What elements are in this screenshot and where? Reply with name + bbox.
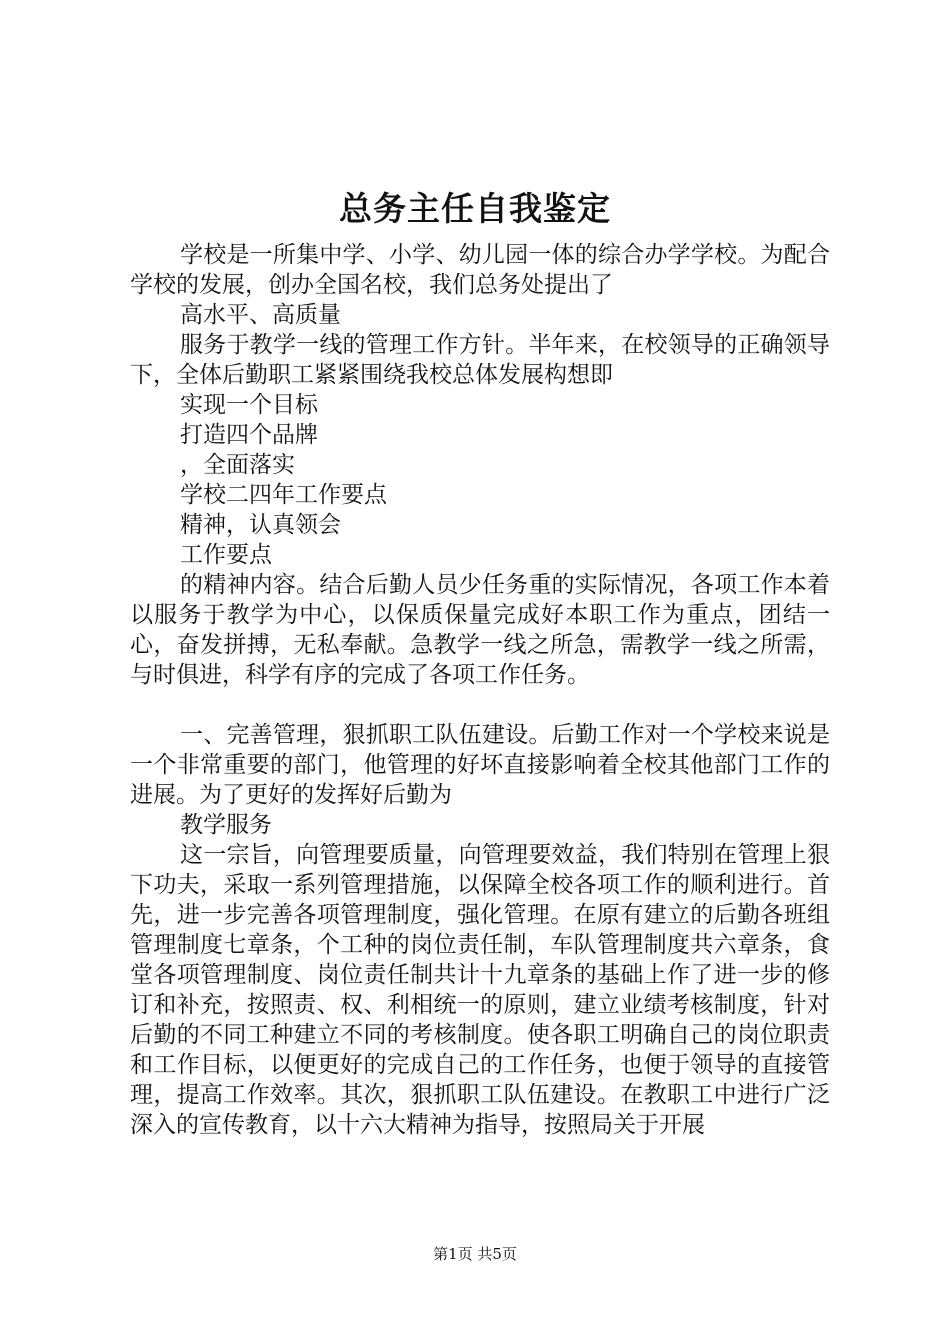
page-number-footer: 第1页 共5页 [433,1245,517,1263]
paragraph-12: 教学服务 [180,812,272,838]
document-body [130,240,830,1140]
paragraph-7: 学校二四年工作要点 [180,482,387,508]
paragraph-2: 高水平、高质量 [180,302,341,328]
paragraph-5: 打造四个品牌 [180,422,318,448]
paragraph-11: 一、完善管理，狠抓职工队伍建设。后勤工作对一个学校来说是一个非常重要的部门，他管理的好坏直接影响着全校其他部门工作的进展。为了更好的发挥好后勤为 [130,722,830,808]
document-title: 总务主任自我鉴定 [339,189,611,228]
paragraph-10: 的精神内容。结合后勤人员少任务重的实际情况，各项工作本着以服务于教学为中心，以保质保量完成好本职工作为重点，团结一心，奋发拼搏，无私奉献。急教学一线之所急，需教学一线之所需，与时俱进，科学有序的完成了各项工作任务。 [130,572,830,688]
paragraph-gap [130,690,830,720]
paragraph-13: 这一宗旨，向管理要质量，向管理要效益，我们特别在管理上狠下功夫，采取一系列管理措施，以保障全校各项工作的顺利进行。首先，进一步完善各项管理制度，强化管理。在原有建立的后勤各班组管理制度七章条，个工种的岗位责任制，车队管理制度共六章条，食堂各项管理制度、岗位责任制共计十九章条的基础上作了进一步的修订和补充，按照责、权、利相统一的原则，建立业绩考核制度，针对后勤的不同工种建立不同的考核制度。使各职工明确自己的岗位职责和工作目标，以便更好的完成自己的工作任务，也便于领导的直接管理，提高工作效率。其次，狠抓职工队伍建设。在教职工中进行广泛深入的宣传教育，以十六大精神为指导，按照局关于开展 [130,842,830,1138]
paragraph-9: 工作要点 [180,542,272,568]
paragraph-6: ，全面落实 [180,452,295,478]
paragraph-3: 服务于教学一线的管理工作方针。半年来，在校领导的正确领导下，全体后勤职工紧紧围绕我校总体发展构想即 [130,332,830,388]
paragraph-4: 实现一个目标 [180,392,318,418]
paragraph-8: 精神，认真领会 [180,512,341,538]
paragraph-1: 学校是一所集中学、小学、幼儿园一体的综合办学学校。为配合学校的发展，创办全国名校，我们总务处提出了 [130,242,830,298]
